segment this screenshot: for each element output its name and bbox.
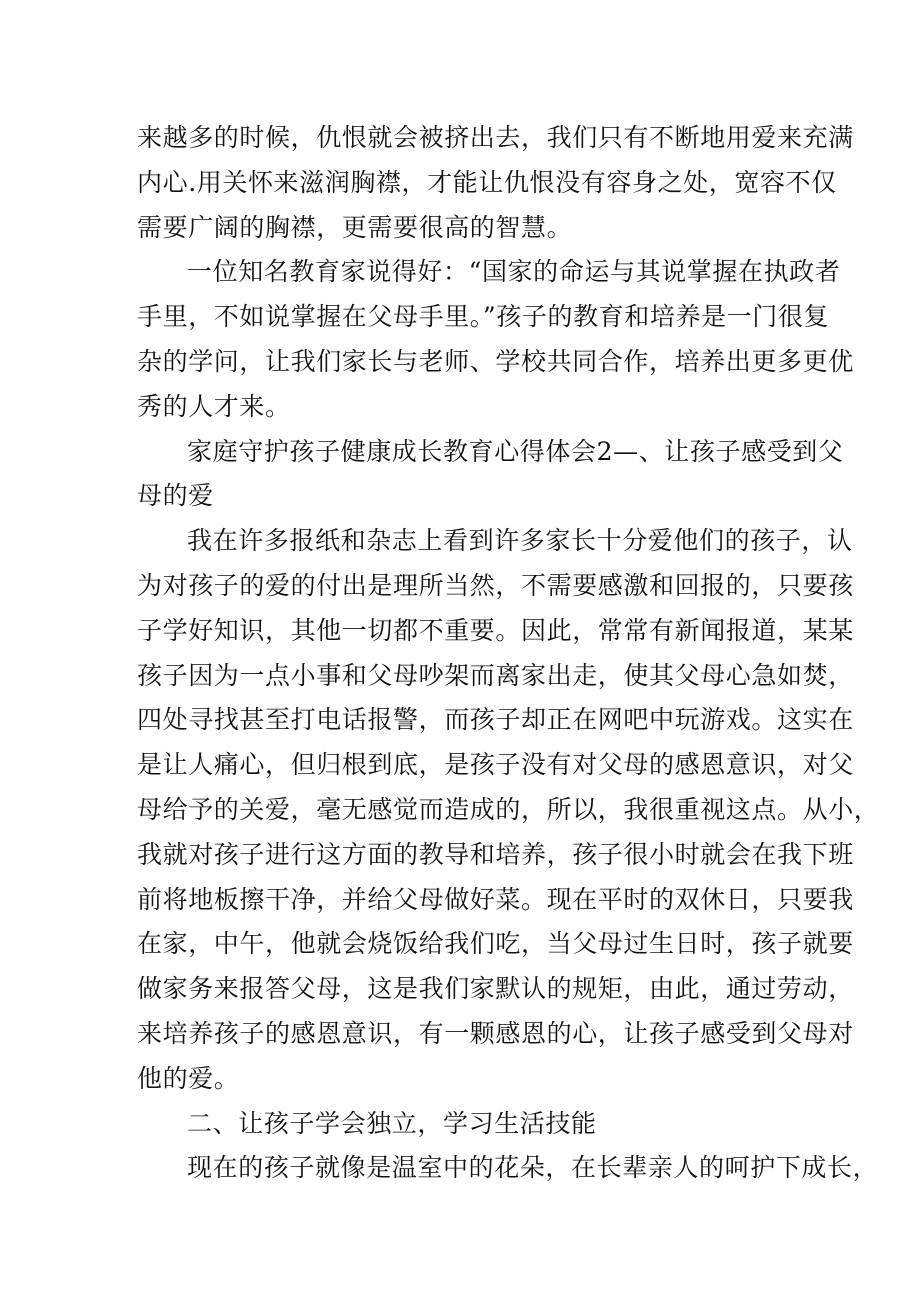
text-line: 前将地板擦干净，并给父母做好菜。现在平时的双休日，只要我 (137, 884, 854, 914)
text-line: 在家，中午，他就会烧饭给我们吃，当父母过生日时，孩子就要 (137, 929, 854, 959)
text-line: 来越多的时候，仇恨就会被挤出去，我们只有不断地用爱来充满 (137, 123, 854, 152)
text-line: 他的爱。 (137, 1063, 240, 1093)
text-line: 是让人痛心，但归根到底，是孩子没有对父母的感恩意识，对父 (137, 750, 854, 780)
text-line: 母给予的关爱，毫无感觉而造成的，所以，我很重视这点。从小， (137, 794, 880, 824)
text-line: 孩子因为一点小事和父母吵架而离家出走，使其父母心急如焚， (137, 660, 854, 690)
text-line: 内心.用关怀来滋润胸襟，才能让仇恨没有容身之处，宽容不仅 (137, 167, 837, 197)
text-line: 为对孩子的爱的付出是理所当然，不需要感激和回报的，只要孩 (137, 570, 854, 600)
paragraph-first-line: 一位知名教育家说得好：“国家的命运与其说掌握在执政者 (187, 257, 841, 287)
text-line: 秀的人才来。 (137, 391, 291, 421)
text-line: 手里，不如说掌握在父母手里。”孩子的教育和培养是一门很复 (137, 302, 830, 332)
text-line: 需要广阔的胸襟，更需要很高的智慧。 (137, 212, 573, 242)
text-line: 我就对孩子进行这方面的教导和培养，孩子很小时就会在我下班 (137, 839, 854, 869)
text-line: 来培养孩子的感恩意识，有一颗感恩的心，让孩子感受到父母对 (137, 1018, 854, 1048)
section-heading-line: 二、让孩子学会独立，学习生活技能 (187, 1108, 597, 1138)
paragraph-first-line: 现在的孩子就像是温室中的花朵，在长辈亲人的呵护下成长， (187, 1153, 879, 1183)
text-line: 子学好知识，其他一切都不重要。因此，常常有新闻报道，某某 (137, 615, 854, 645)
section-heading-line: 母的爱 (137, 481, 214, 511)
document-body (137, 116, 880, 1191)
text-line: 做家务来报答父母，这是我们家默认的规矩，由此，通过劳动， (137, 974, 854, 1004)
text-line: 四处寻找甚至打电话报警，而孩子却正在网吧中玩游戏。这实在 (137, 705, 854, 735)
text-line: 杂的学问，让我们家长与老师、学校共同合作，培养出更多更优 (137, 346, 854, 376)
section-heading-line: 家庭守护孩子健康成长教育心得体会2—、让孩子感受到父 (187, 436, 844, 466)
paragraph-first-line: 我在许多报纸和杂志上看到许多家长十分爱他们的孩子，认 (187, 526, 853, 556)
